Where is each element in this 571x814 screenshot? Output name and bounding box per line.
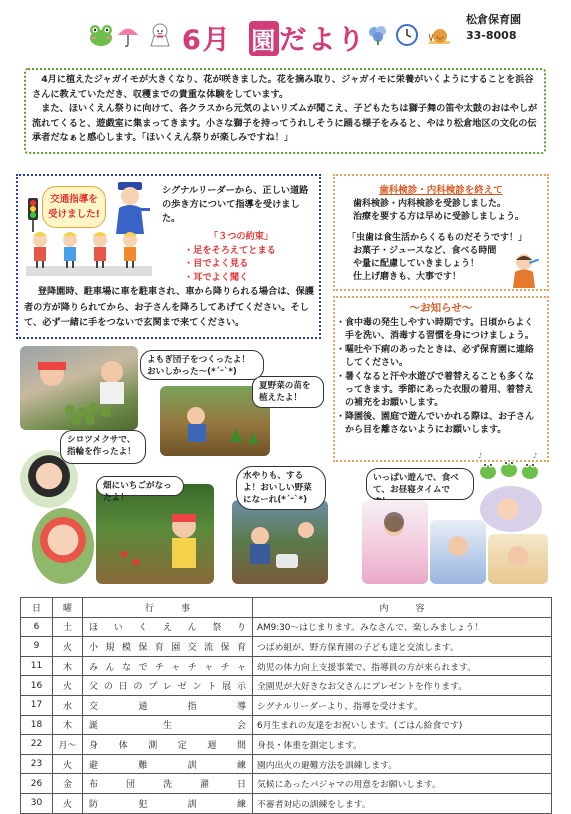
row-dow: 木: [53, 656, 83, 676]
table-row: [21, 695, 552, 715]
notice-box: [333, 296, 549, 462]
speech-bubble: シロツメクサで、指輪を作ったよ！: [60, 430, 146, 464]
teru-teru-bozu-icon: [149, 22, 171, 48]
notice-item: ・食中毒の発生しやすい時期です。日頃からよく手を洗い、消毒する習慣を身につけましょう。: [336, 318, 534, 342]
speech-bubble: よもぎ団子をつくったよ！おいしかった～(*´ᵕ`*): [140, 350, 264, 380]
photo-nap-1: [480, 486, 542, 532]
dental-quote-1: 「虫歯は食生活からくるものだそうです！」: [347, 233, 528, 243]
col-header-dow: 曜: [53, 598, 83, 618]
dental-checkup-box: [333, 174, 549, 291]
notice-item: ・降園後、園庭で遊んでいかれる際は、お子さんから目を離さないようにお願いします。: [336, 411, 535, 436]
hydrangea-icon: [366, 24, 390, 46]
row-content: 6月生まれの友達をお祝いします。(ごはん給食です): [253, 715, 552, 735]
row-content: 気候にあったパジャマの用意をお願いします。: [253, 774, 552, 794]
org-info: [466, 12, 550, 44]
traffic-badge-line2: 受けました!: [48, 209, 100, 220]
notice-list: [335, 317, 547, 438]
clock-icon: [396, 24, 418, 46]
notice-title: ～お知らせ～: [409, 302, 473, 314]
row-day: 30: [21, 793, 53, 813]
svg-text:♪: ♪: [533, 452, 538, 460]
row-event: 小規模保育園交流保育: [83, 637, 253, 657]
photo-yomogi-dango: [20, 346, 138, 430]
schedule-table: [20, 597, 552, 814]
notice-item: ・嘔吐や下痢のあったときは、必ず保育園に連絡してください。: [336, 344, 534, 369]
dental-quote-3: や量に配慮していきましょう！: [353, 259, 480, 269]
intro-box: [24, 68, 546, 154]
table-row: [21, 637, 552, 657]
table-row: [21, 715, 552, 735]
row-dow: 木: [53, 715, 83, 735]
intro-paragraph-2: また、ほいくえん祭りに向けて、各クラスから元気のよいリズムが聞こえ、子どもたちは獅子舞の笛や太鼓のおはやしが流れてくると、遊戯室に集まってきます。小さな獅子を持ってうれしそうに踊る様子をみると、やはり松倉地区の文化の伝承者だなぁと感心します。「ほいくえん祭りが楽しみですね！」: [32, 103, 538, 144]
traffic-badge: [42, 186, 106, 228]
row-event: 父の日のプレゼント展示: [83, 676, 253, 696]
speech-bubble: いっぱい遊んで、食べて、お昼寝タイムで: [366, 468, 474, 500]
snail-icon: [426, 26, 452, 46]
row-event: 布団洗濯日: [83, 774, 253, 794]
traffic-text-2: 登降園時、駐車場に車を駐車され、車から降りられる場合は、保護者の方が降りられてから、お子さんを降ろしてあげてください。そして、必ず一緒に手をつないで玄関まで来てください。: [24, 286, 314, 328]
table-row: [21, 774, 552, 794]
row-content: つばめ組が、野方保育園の子ども達と交流します。: [253, 637, 552, 657]
row-day: 16: [21, 676, 53, 696]
table-row: [21, 735, 552, 755]
schedule-body: [21, 617, 552, 813]
row-content: シグナルリーダーより、指導を受けます。: [253, 695, 552, 715]
table-header-row: [21, 598, 552, 618]
row-dow: 火: [53, 676, 83, 696]
row-content: 園内出火の避難方法を訓練します。: [253, 754, 552, 774]
row-content: 幼児の体力向上支援事業で、指導員の方が来られます。: [253, 656, 552, 676]
photo-nap-4: [488, 534, 548, 584]
row-day: 26: [21, 774, 53, 794]
promise-title: 「３つの約束」: [208, 231, 274, 242]
row-dow: 土: [53, 617, 83, 637]
row-dow: 火: [53, 754, 83, 774]
photo-nap-2: [362, 500, 428, 584]
row-day: 18: [21, 715, 53, 735]
table-row: [21, 676, 552, 696]
photo-strawberry-child: [32, 508, 94, 584]
row-event: 避難訓練: [83, 754, 253, 774]
traffic-badge-line1: 交通指導を: [50, 194, 98, 205]
promise-item: ・足をそろえてとまる: [184, 244, 276, 256]
title-kanji: 園: [249, 21, 279, 56]
row-content: 身長・体重を測定します。: [253, 735, 552, 755]
traffic-text-1: シグナルリーダーから、正しい道路の歩き方について指導を受けました。: [162, 185, 309, 224]
police-officer-icon: [110, 180, 150, 234]
row-dow: 火: [53, 793, 83, 813]
traffic-guidance-box: [16, 174, 321, 339]
photo-nap-3: [430, 520, 486, 584]
row-content: 不審者対応の訓練をします。: [253, 793, 552, 813]
row-day: 6: [21, 617, 53, 637]
table-row: [21, 754, 552, 774]
row-content: AM9:30～はじまります。みなさんで、楽しみましょう！: [253, 617, 552, 637]
traffic-light-icon: [26, 198, 40, 232]
row-event: 誕生会: [83, 715, 253, 735]
row-day: 11: [21, 656, 53, 676]
table-row: [21, 793, 552, 813]
row-event: 交通指導: [83, 695, 253, 715]
promise-item: ・耳でよく聞く: [184, 271, 249, 283]
title-month: 6月: [182, 25, 232, 56]
row-dow: 水: [53, 695, 83, 715]
promise-item: ・目でよく見る: [184, 258, 249, 269]
speech-bubble: 畑にいちごがなったよ！: [96, 476, 184, 496]
photo-watering: [232, 500, 328, 584]
row-event: ほいくえん祭り: [83, 617, 253, 637]
row-day: 23: [21, 754, 53, 774]
children-crossing-icon: [26, 230, 152, 276]
org-code: 33-8008: [466, 29, 517, 42]
intro-paragraph-1: 4月に植えたジャガイモが大きくなり、花が咲きました。花を摘み取り、ジャガイモに栄養がいくようにすることを浜谷さんに教えていただき、収穫までの貴重な体験をしています。: [32, 74, 534, 100]
row-dow: 月～: [53, 735, 83, 755]
row-dow: 火: [53, 637, 83, 657]
dental-line-1: 歯科検診・内科検診を受診しました。: [353, 199, 507, 209]
col-header-content: 内 容: [253, 598, 552, 618]
header: [0, 0, 571, 62]
speech-bubble: 夏野菜の苗を植えたよ！: [252, 376, 324, 408]
col-header-day: 日: [21, 598, 53, 618]
row-day: 22: [21, 735, 53, 755]
row-event: みんなでチャチャチャ: [83, 656, 253, 676]
page-title: [182, 18, 366, 57]
dental-quote-2: お菓子・ジュースなど、食べる時間: [353, 246, 497, 256]
title-rest: だより: [279, 25, 367, 56]
table-row: [21, 656, 552, 676]
row-event: 身体測定週間: [83, 735, 253, 755]
svg-text:♪: ♪: [478, 452, 483, 460]
promise-box: [174, 230, 308, 284]
dental-title: 歯科検診・内科検診を終えて: [379, 185, 503, 196]
table-row: [21, 617, 552, 637]
frog-icon: [88, 22, 114, 48]
org-name: 松倉保育園: [466, 13, 521, 26]
col-header-event: 行 事: [83, 598, 253, 618]
dental-quote-4: 仕上げ磨きも、大事です！: [353, 272, 462, 282]
traffic-illustration: [24, 180, 152, 276]
dental-line-2: 治療を要する方は早めに受診しましょう。: [353, 212, 525, 222]
row-dow: 金: [53, 774, 83, 794]
notice-item: ・暑くなると汗や水遊びで着替えることも多くなってきます。季節にあった衣服の着用、着替えの補充をお願いします。: [336, 371, 535, 409]
umbrella-icon: [117, 24, 139, 48]
row-day: 9: [21, 637, 53, 657]
row-day: 17: [21, 695, 53, 715]
row-event: 防犯訓練: [83, 793, 253, 813]
child-brushing-teeth-icon: [507, 252, 541, 288]
frog-trio-icon: [478, 452, 540, 482]
row-content: 全園児が大好きなお父さんにプレゼントを作ります。: [253, 676, 552, 696]
speech-bubble: 水やりも、するよ！おいしい野菜になーれ(*´ᵕ`*): [236, 466, 326, 510]
